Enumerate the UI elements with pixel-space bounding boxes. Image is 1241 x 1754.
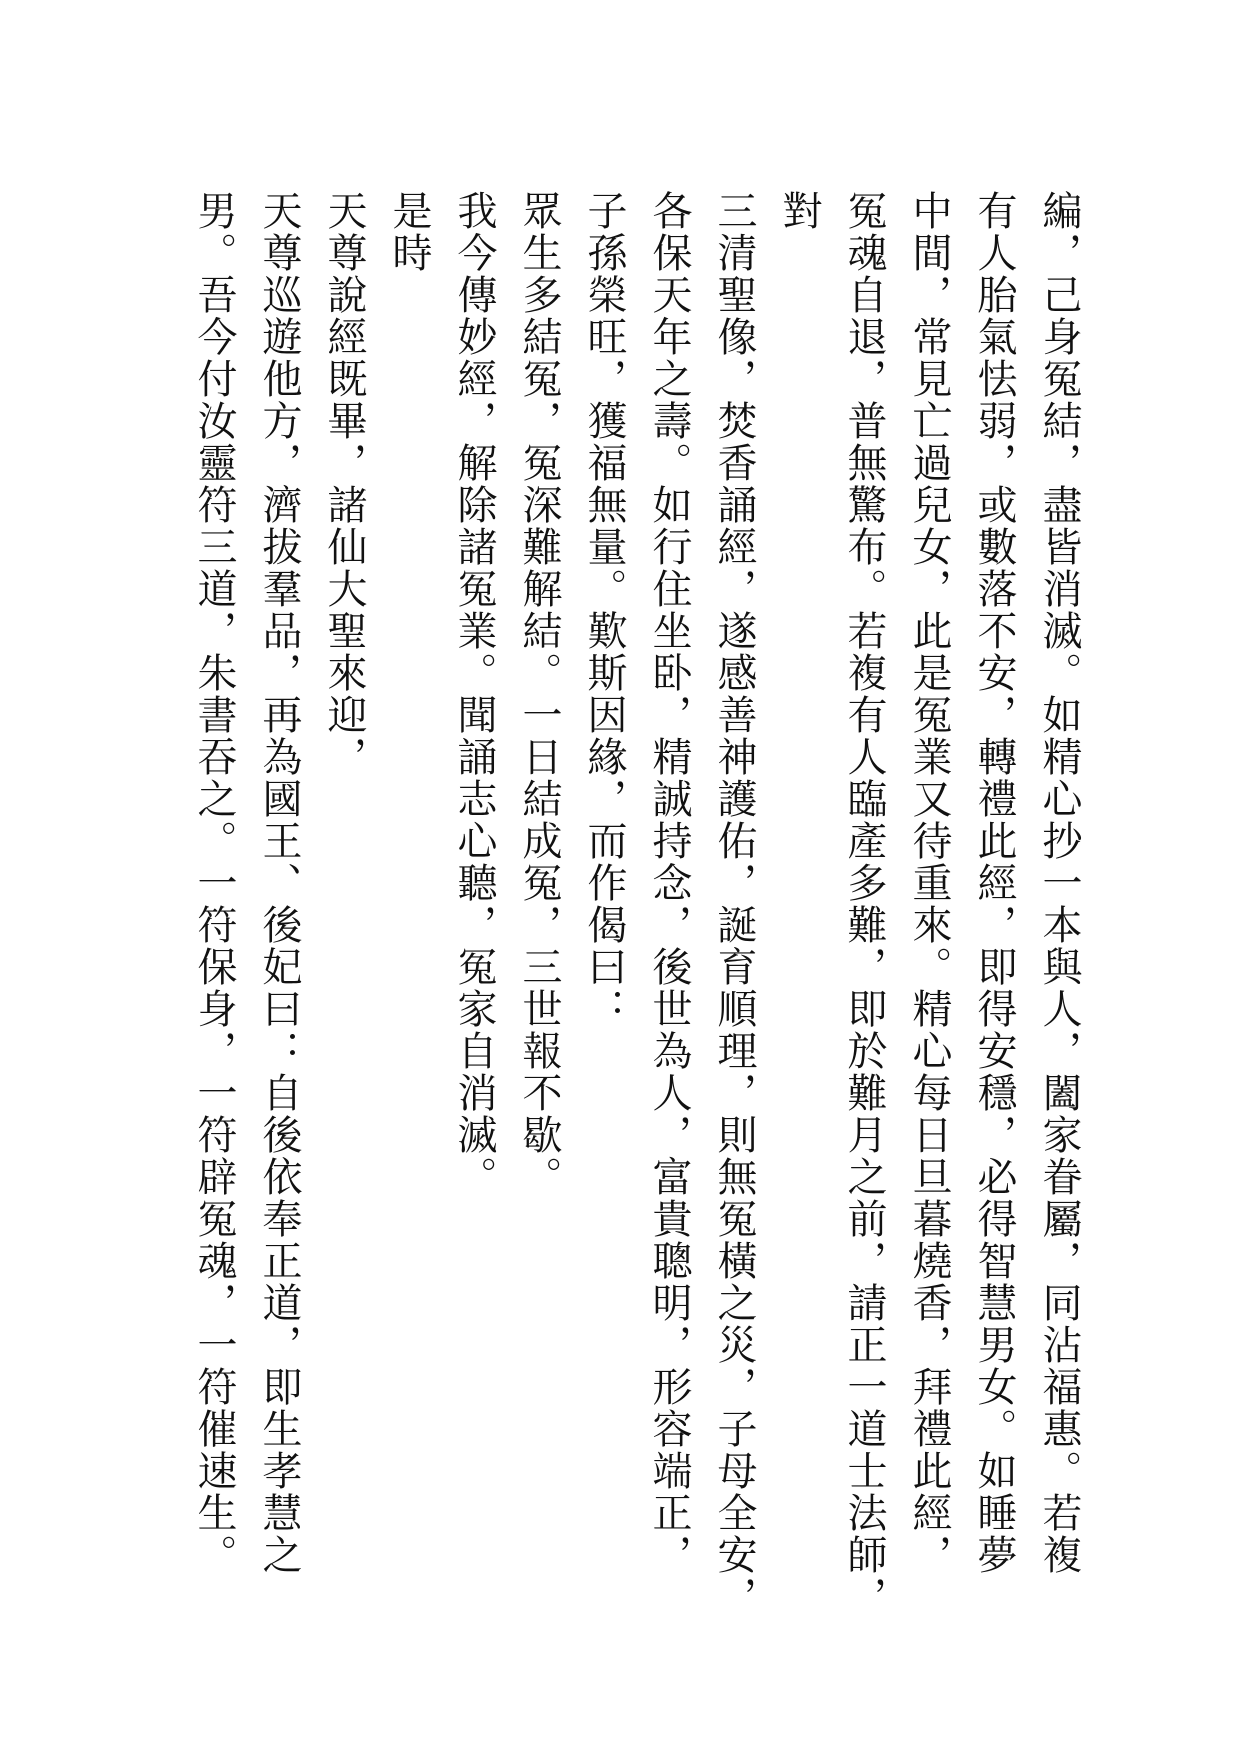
text-column-5: 對 [776,190,822,232]
text-column-6: 三清聖像，焚香誦經，遂感善神護佑，誕育順理，則無冤橫之災，子母全安， [711,190,757,1618]
text-column-11: 是時 [386,190,432,274]
text-column-7: 各保天年之壽。如行住坐卧，精誠持念，後世為人，富貴聰明，形容端正， [646,190,692,1576]
text-column-14: 男。吾今付汝靈符三道，朱書吞之。一符保身，一符辟冤魂，一符催速生。 [191,190,237,1576]
text-column-1: 編，己身冤結，盡皆消滅。如精心抄一本與人，闔家眷屬，同沾福惠。若複 [1036,190,1082,1576]
text-column-8: 子孫榮旺，獲福無量。歎斯因緣，而作偈曰： [581,190,627,1030]
text-column-13: 天尊巡遊他方，濟拔羣品，再為國王、後妃曰：自後依奉正道，即生孝慧之 [256,190,302,1576]
text-column-10: 我今傳妙經，解除諸冤業。聞誦志心聽，冤家自消滅。 [451,190,497,1198]
text-column-3: 中間，常見亡過兒女，此是冤業又待重來。精心每日旦暮燒香，拜禮此經， [906,190,952,1576]
scripture-text [181,190,1091,1618]
text-column-9: 眾生多結冤，冤深難解結。一日結成冤，三世報不歇。 [516,190,562,1198]
text-column-2: 有人胎氣怯弱，或數落不安，轉禮此經，即得安穩，必得智慧男女。如睡夢 [971,190,1017,1576]
text-column-4: 冤魂自退，普無驚布。若複有人臨產多難，即於難月之前，請正一道士法師， [841,190,887,1618]
text-column-12: 天尊說經既畢，諸仙大聖來迎， [321,190,367,778]
